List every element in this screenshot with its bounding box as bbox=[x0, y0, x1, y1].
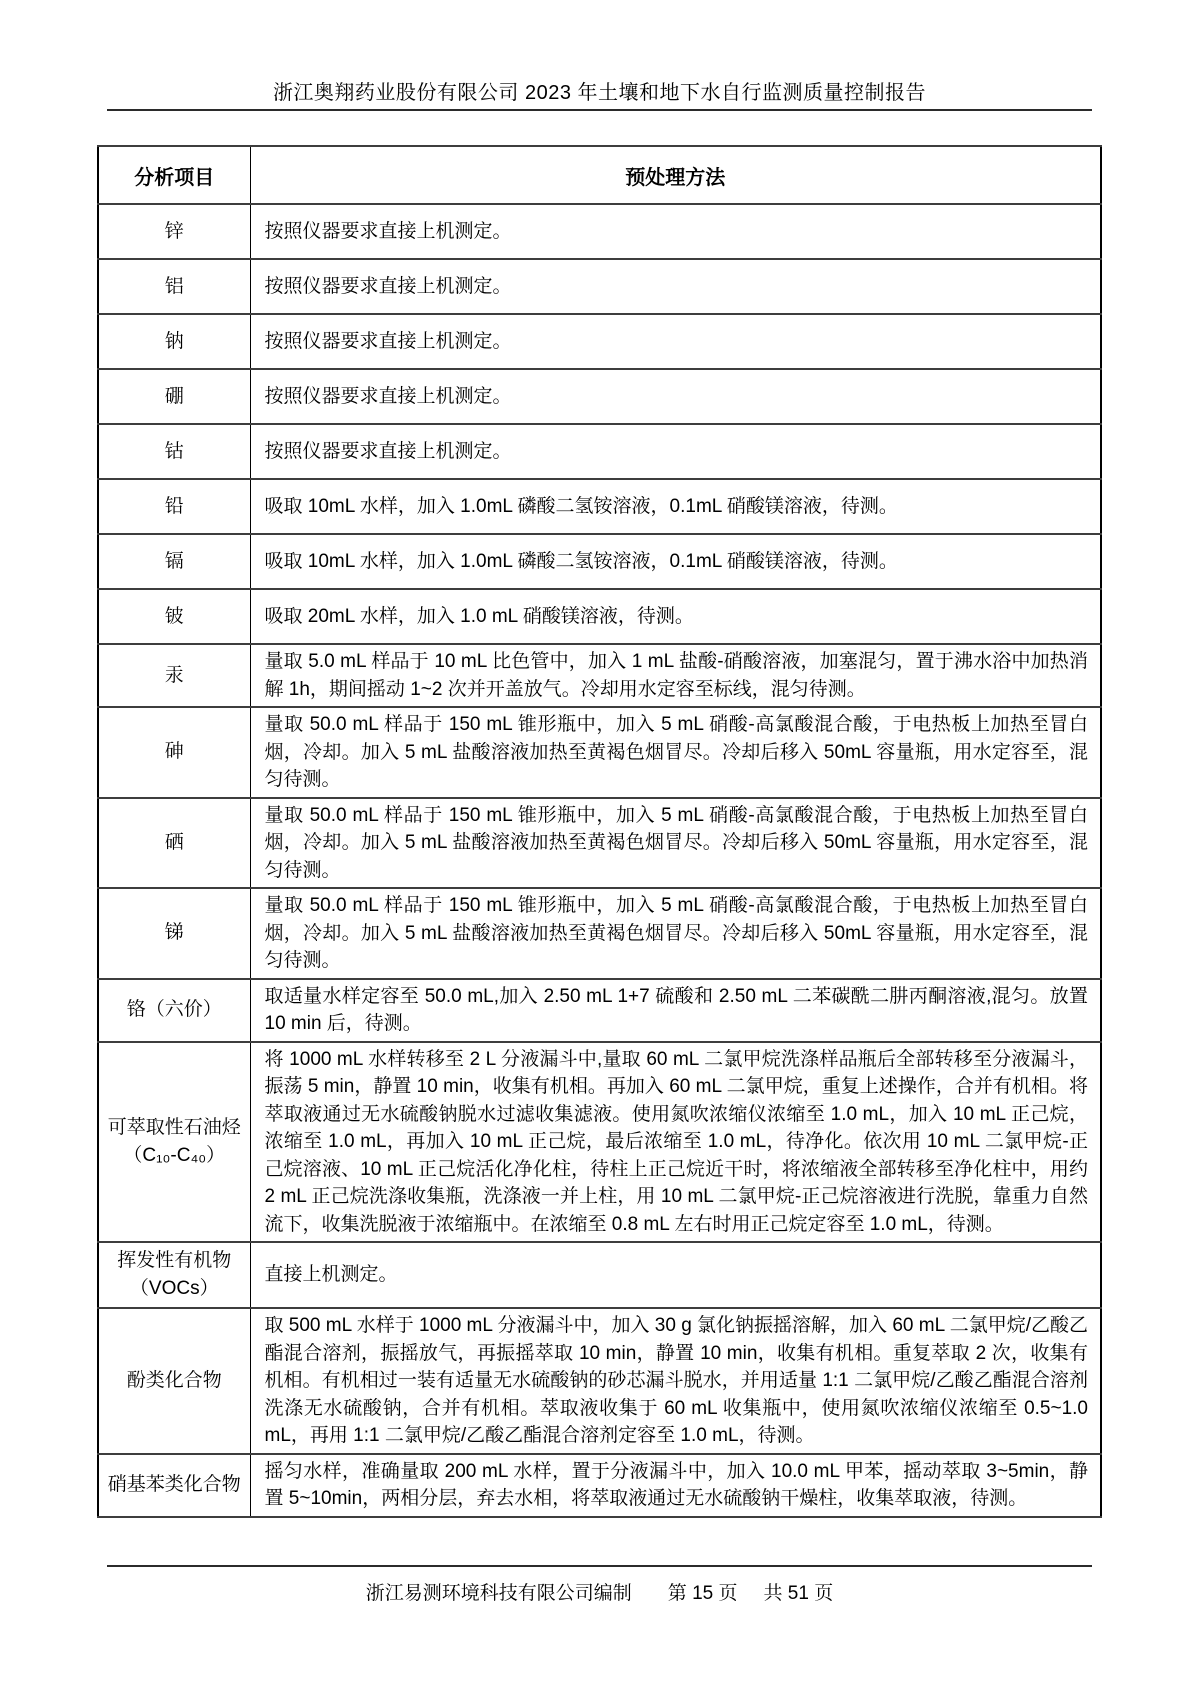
analysis-item-cell: 硼 bbox=[98, 369, 250, 424]
table-row bbox=[98, 644, 1101, 707]
pretreatment-method-cell: 按照仪器要求直接上机测定。 bbox=[250, 204, 1101, 259]
pretreatment-method-cell: 按照仪器要求直接上机测定。 bbox=[250, 259, 1101, 314]
pretreatment-method-cell: 取适量水样定容至 50.0 mL,加入 2.50 mL 1+7 硫酸和 2.50 mL 二苯碳酰二肼丙酮溶液,混匀。放置 10 min 后，待测。 bbox=[250, 979, 1101, 1042]
analysis-item-cell: 铍 bbox=[98, 589, 250, 644]
page-footer bbox=[0, 1578, 1199, 1605]
table-row bbox=[98, 707, 1101, 798]
analysis-item-cell: 铬（六价） bbox=[98, 979, 250, 1042]
analysis-item-cell: 酚类化合物 bbox=[98, 1308, 250, 1454]
analysis-item-cell: 镉 bbox=[98, 534, 250, 589]
pretreatment-method-cell: 摇匀水样，准确量取 200 mL 水样，置于分液漏斗中，加入 10.0 mL 甲苯，摇动萃取 3~5min，静置 5~10min，两相分层，弃去水相，将萃取液通过无水硫酸钠干燥柱，收集萃取液，待测。 bbox=[250, 1454, 1101, 1517]
pretreatment-method-table bbox=[97, 145, 1102, 1518]
page-header-title: 浙江奥翔药业股份有限公司 2023 年土壤和地下水自行监测质量控制报告 bbox=[272, 82, 927, 104]
pretreatment-method-cell: 将 1000 mL 水样转移至 2 L 分液漏斗中,量取 60 mL 二氯甲烷洗涤样品瓶后全部转移至分液漏斗，振荡 5 min，静置 10 min，收集有机相。再加入 60 mL 二氯甲烷，重复上述操作，合并有机相。将萃取液通过无水硫酸钠脱水过滤收集滤液。使用氮吹浓缩仪浓缩至 1.0 mL，加入 10 mL 正己烷，浓缩至 1.0 mL，再加入 10 mL 正己烷，最后浓缩至 1.0 mL，待净化。依次用 10 mL 二氯甲烷-正己烷溶液、10 mL 正己烷活化净化柱，待柱上正己烷近干时，将浓缩液全部转移至净化柱中，用约 2 mL 正己烷洗涤收集瓶，洗涤液一并上柱，用 10 mL 二氯甲烷-正己烷溶液进行洗脱，靠重力自然流下，收集洗脱液于浓缩瓶中。在浓缩至 0.8 mL 左右时用正己烷定容至 1.0 mL，待测。 bbox=[250, 1042, 1101, 1243]
footer-company: 浙江易测环境科技有限公司编制 bbox=[365, 1583, 632, 1604]
pretreatment-method-cell: 吸取 20mL 水样，加入 1.0 mL 硝酸镁溶液，待测。 bbox=[250, 589, 1101, 644]
column-header-analysis-item: 分析项目 bbox=[98, 146, 250, 204]
table-row bbox=[98, 424, 1101, 479]
table-row bbox=[98, 259, 1101, 314]
table-row bbox=[98, 1042, 1101, 1243]
pretreatment-method-cell: 吸取 10mL 水样，加入 1.0mL 磷酸二氢铵溶液，0.1mL 硝酸镁溶液，待测。 bbox=[250, 479, 1101, 534]
table-row bbox=[98, 369, 1101, 424]
pretreatment-method-cell: 吸取 10mL 水样，加入 1.0mL 磷酸二氢铵溶液，0.1mL 硝酸镁溶液，待测。 bbox=[250, 534, 1101, 589]
table-row bbox=[98, 1308, 1101, 1454]
footer-page-number: 第 15 页 bbox=[667, 1583, 738, 1604]
analysis-item-cell: 汞 bbox=[98, 644, 250, 707]
pretreatment-method-cell: 按照仪器要求直接上机测定。 bbox=[250, 314, 1101, 369]
analysis-item-cell: 可萃取性石油烃（C₁₀-C₄₀） bbox=[98, 1042, 250, 1243]
table-row bbox=[98, 979, 1101, 1042]
table-header-row bbox=[98, 146, 1101, 204]
table-row bbox=[98, 888, 1101, 979]
pretreatment-method-cell: 量取 5.0 mL 样品于 10 mL 比色管中，加入 1 mL 盐酸-硝酸溶液，加塞混匀，置于沸水浴中加热消解 1h，期间摇动 1~2 次并开盖放气。冷却用水定容至标线，混匀待测。 bbox=[250, 644, 1101, 707]
pretreatment-method-cell: 量取 50.0 mL 样品于 150 mL 锥形瓶中，加入 5 mL 硝酸-高氯酸混合酸，于电热板上加热至冒白烟，冷却。加入 5 mL 盐酸溶液加热至黄褐色烟冒尽。冷却后移入 50mL 容量瓶，用水定容至，混匀待测。 bbox=[250, 707, 1101, 798]
table-row bbox=[98, 479, 1101, 534]
analysis-item-cell: 锌 bbox=[98, 204, 250, 259]
analysis-item-cell: 钴 bbox=[98, 424, 250, 479]
analysis-item-cell: 钠 bbox=[98, 314, 250, 369]
pretreatment-method-cell: 取 500 mL 水样于 1000 mL 分液漏斗中，加入 30 g 氯化钠振摇溶解，加入 60 mL 二氯甲烷/乙酸乙酯混合溶剂，振摇放气，再振摇萃取 10 min，静置 10 min，收集有机相。重复萃取 2 次，收集有机相。有机相过一装有适量无水硫酸钠的砂芯漏斗脱水，并用适量 1:1 二氯甲烷/乙酸乙酯混合溶剂洗涤无水硫酸钠，合并有机相。萃取液收集于 60 mL 收集瓶中，使用氮吹浓缩仪浓缩至 0.5~1.0 mL，再用 1:1 二氯甲烷/乙酸乙酯混合溶剂定容至 1.0 mL，待测。 bbox=[250, 1308, 1101, 1454]
footer-total-pages: 共 51 页 bbox=[763, 1583, 834, 1604]
pretreatment-method-cell: 量取 50.0 mL 样品于 150 mL 锥形瓶中，加入 5 mL 硝酸-高氯酸混合酸，于电热板上加热至冒白烟，冷却。加入 5 mL 盐酸溶液加热至黄褐色烟冒尽。冷却后移入 50mL 容量瓶，用水定容至，混匀待测。 bbox=[250, 798, 1101, 889]
table-row bbox=[98, 534, 1101, 589]
table-row bbox=[98, 1454, 1101, 1517]
table-body bbox=[98, 204, 1101, 1517]
table-row bbox=[98, 314, 1101, 369]
table-row bbox=[98, 1242, 1101, 1308]
pretreatment-method-cell: 量取 50.0 mL 样品于 150 mL 锥形瓶中，加入 5 mL 硝酸-高氯酸混合酸，于电热板上加热至冒白烟，冷却。加入 5 mL 盐酸溶液加热至黄褐色烟冒尽。冷却后移入 50mL 容量瓶，用水定容至，混匀待测。 bbox=[250, 888, 1101, 979]
analysis-item-cell: 铅 bbox=[98, 479, 250, 534]
table-row bbox=[98, 798, 1101, 889]
analysis-item-cell: 锑 bbox=[98, 888, 250, 979]
analysis-item-cell: 硒 bbox=[98, 798, 250, 889]
column-header-pretreatment-method: 预处理方法 bbox=[250, 146, 1101, 204]
analysis-item-cell: 砷 bbox=[98, 707, 250, 798]
analysis-item-cell: 挥发性有机物（VOCs） bbox=[98, 1242, 250, 1308]
pretreatment-method-cell: 直接上机测定。 bbox=[250, 1242, 1101, 1308]
pretreatment-method-cell: 按照仪器要求直接上机测定。 bbox=[250, 369, 1101, 424]
analysis-item-cell: 硝基苯类化合物 bbox=[98, 1454, 250, 1517]
footer-rule bbox=[107, 1565, 1092, 1567]
analysis-item-cell: 铝 bbox=[98, 259, 250, 314]
pretreatment-method-cell: 按照仪器要求直接上机测定。 bbox=[250, 424, 1101, 479]
table-row bbox=[98, 204, 1101, 259]
table-row bbox=[98, 589, 1101, 644]
header-rule bbox=[107, 109, 1092, 111]
